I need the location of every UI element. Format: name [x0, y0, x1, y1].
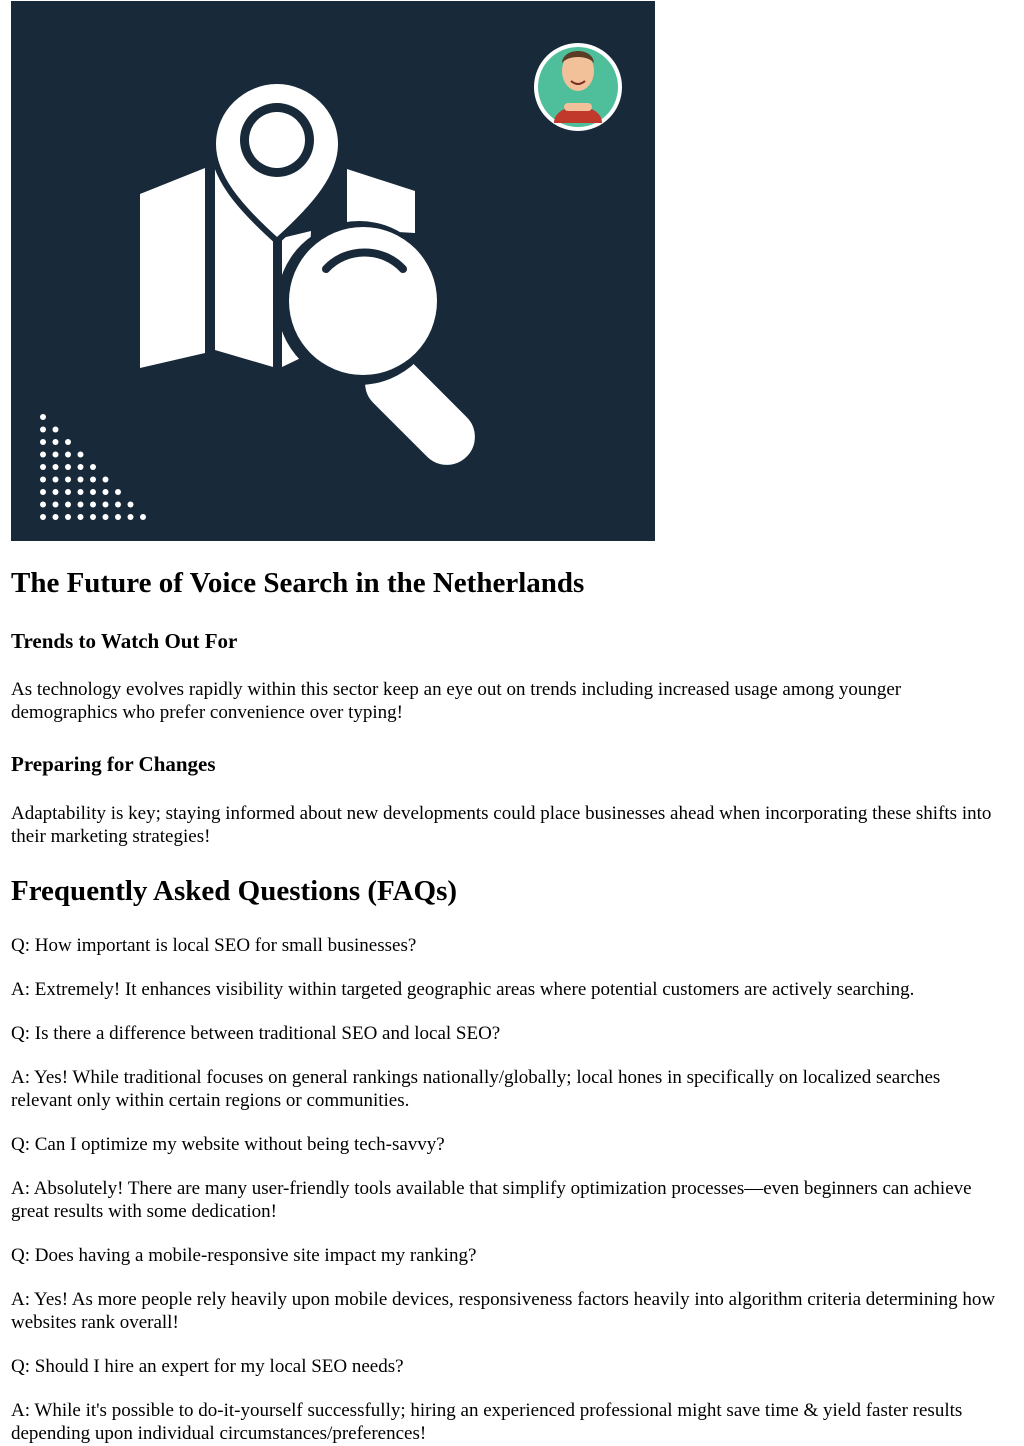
page-title: The Future of Voice Search in the Netherlands: [11, 567, 585, 599]
pattern-dot: [90, 514, 96, 520]
pattern-dot: [103, 514, 109, 520]
pattern-dot: [78, 477, 84, 483]
pattern-dot: [53, 489, 59, 495]
pattern-dot: [65, 489, 71, 495]
faq-question: Q: Does having a mobile-responsive site impact my ranking?: [11, 1245, 477, 1266]
pattern-dot: [53, 427, 59, 433]
pattern-dot: [40, 477, 46, 483]
pattern-dot: [65, 502, 71, 508]
pattern-dot: [103, 477, 109, 483]
pattern-dot: [78, 452, 84, 458]
pattern-dot: [53, 439, 59, 445]
section-heading: Preparing for Changes: [11, 752, 216, 776]
pattern-dot: [40, 514, 46, 520]
avatar-icon: [534, 43, 622, 131]
faq-question: Q: Should I hire an expert for my local SEO needs?: [11, 1356, 404, 1377]
faq-answer: A: Absolutely! There are many user-friendly tools available that simplify optimization processes—even beginners can achieve great results with some dedication!: [11, 1178, 972, 1222]
pattern-dot: [140, 514, 146, 520]
pattern-dot: [65, 514, 71, 520]
pattern-dot: [40, 439, 46, 445]
pattern-dot: [90, 502, 96, 508]
pattern-dot: [40, 502, 46, 508]
pattern-dot: [115, 514, 121, 520]
pattern-dot: [65, 464, 71, 470]
pattern-dot: [115, 502, 121, 508]
pattern-dot: [78, 489, 84, 495]
pattern-dot: [65, 477, 71, 483]
pattern-dot: [128, 502, 134, 508]
pattern-dot: [90, 464, 96, 470]
pattern-dot: [40, 414, 46, 420]
pattern-dot: [40, 452, 46, 458]
pattern-dot: [65, 452, 71, 458]
pattern-dot: [128, 514, 134, 520]
pattern-dot: [40, 489, 46, 495]
pattern-dot: [53, 502, 59, 508]
pattern-dot: [65, 439, 71, 445]
pattern-dot: [78, 502, 84, 508]
pattern-dot: [40, 464, 46, 470]
pattern-dot: [53, 514, 59, 520]
pattern-dot: [53, 464, 59, 470]
faq-answer: A: While it's possible to do-it-yourself successfully; hiring an experienced professional might save time & yield faster results depending upon individual circumstances/preferences!: [11, 1400, 963, 1444]
hero-image: [11, 1, 655, 541]
pattern-dot: [53, 452, 59, 458]
faq-answer: A: Extremely! It enhances visibility within targeted geographic areas where potential customers are actively searching.: [11, 979, 915, 1000]
faq-question: Q: Can I optimize my website without being tech-savvy?: [11, 1134, 445, 1155]
faq-answer: A: Yes! As more people rely heavily upon mobile devices, responsiveness factors heavily into algorithm criteria determining how websites rank overall!: [11, 1289, 996, 1333]
section-heading: Trends to Watch Out For: [11, 629, 238, 653]
faq-question: Q: Is there a difference between traditional SEO and local SEO?: [11, 1023, 501, 1044]
faq-answer: A: Yes! While traditional focuses on general rankings nationally/globally; local hones in specifically on localized searches relevant only within certain regions or communities.: [11, 1067, 941, 1111]
pattern-dot: [78, 514, 84, 520]
pattern-dot: [115, 489, 121, 495]
pattern-dot: [103, 489, 109, 495]
pattern-dot: [53, 477, 59, 483]
pattern-dot: [40, 427, 46, 433]
faq-title: Frequently Asked Questions (FAQs): [11, 875, 458, 907]
section-paragraph: Adaptability is key; staying informed about new developments could place businesses ahead when incorporating these shifts into their marketing strategies!: [11, 803, 992, 847]
faq-question: Q: How important is local SEO for small businesses?: [11, 935, 417, 956]
pattern-dot: [78, 464, 84, 470]
pattern-dot: [103, 502, 109, 508]
pattern-dot: [90, 477, 96, 483]
section-paragraph: As technology evolves rapidly within this sector keep an eye out on trends including increased usage among younger demographics who prefer convenience over typing!: [11, 679, 902, 723]
pattern-dot: [90, 489, 96, 495]
